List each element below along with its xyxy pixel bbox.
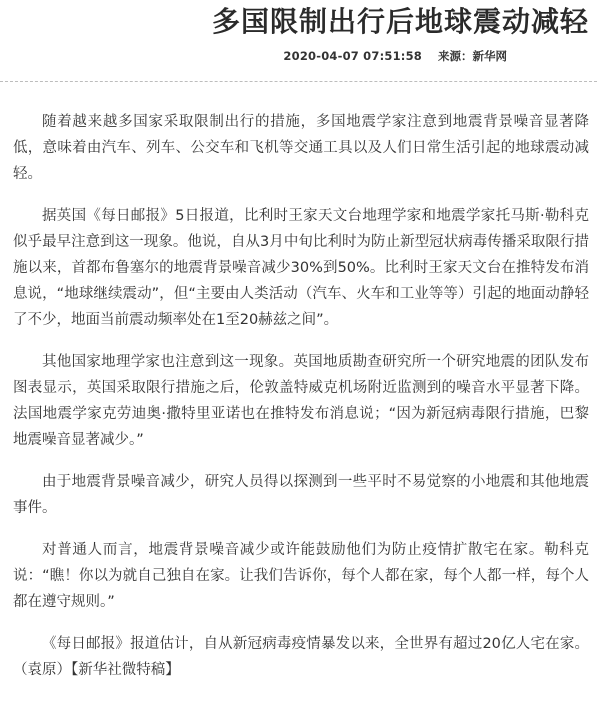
source-label: 来源：: [438, 49, 473, 63]
source-name: 新华网: [472, 49, 507, 63]
article-paragraph: 由于地震背景噪音减少，研究人员得以探测到一些平时不易觉察的小地震和其他地震事件。: [13, 474, 589, 516]
source-info: [438, 49, 507, 63]
article-title: 多国限制出行后地球震动减轻: [211, 5, 589, 38]
article-meta: [283, 48, 507, 64]
article-paragraph: 随着越来越多国家采取限制出行的措施，多国地震学家注意到地震背景噪音显著降低，意味着由汽车、列车、公交车和飞机等交通工具以及人们日常生活引起的地球震动减轻。: [13, 114, 589, 182]
publish-datetime: 2020-04-07 07:51:58: [283, 49, 422, 63]
header-divider: [0, 81, 597, 82]
article-paragraph: 其他国家地理学家也注意到这一现象。英国地质勘查研究所一个研究地震的团队发布图表显示，英国采取限行措施之后，伦敦盖特威克机场附近监测到的噪音水平显著下降。法国地震学家克劳迪奥·撒特里亚诺也在推特发布消息说；“因为新冠病毒限行措施，巴黎地震噪音显著减少。”: [13, 354, 589, 448]
article-paragraph: 对普通人而言，地震背景噪音减少或许能鼓励他们为防止疫情扩散宅在家。勒科克说：“瞧！你以为就自己独自在家。让我们告诉你，每个人都在家，每个人都一样，每个人都在遵守规则。”: [13, 542, 589, 610]
article-paragraph: 据英国《每日邮报》5日报道，比利时王家天文台地理学家和地震学家托马斯·勒科克似乎最早注意到这一现象。他说，自从3月中旬比利时为防止新型冠状病毒传播采取限行措施以来，首都布鲁塞尔的地震背景噪音减少30%到50%。比利时王家天文台在推特发布消息说，“地球继续震动”，但“主要由人类活动（汽车、火车和工业等等）引起的地面动静轻了不少，地面当前震动频率处在1至20赫兹之间”。: [13, 208, 589, 328]
article-paragraph: 《每日邮报》报道估计，自从新冠病毒疫情暴发以来，全世界有超过20亿人宅在家。（袁原）【新华社微特稿】: [13, 636, 589, 678]
article-body: [13, 109, 589, 699]
